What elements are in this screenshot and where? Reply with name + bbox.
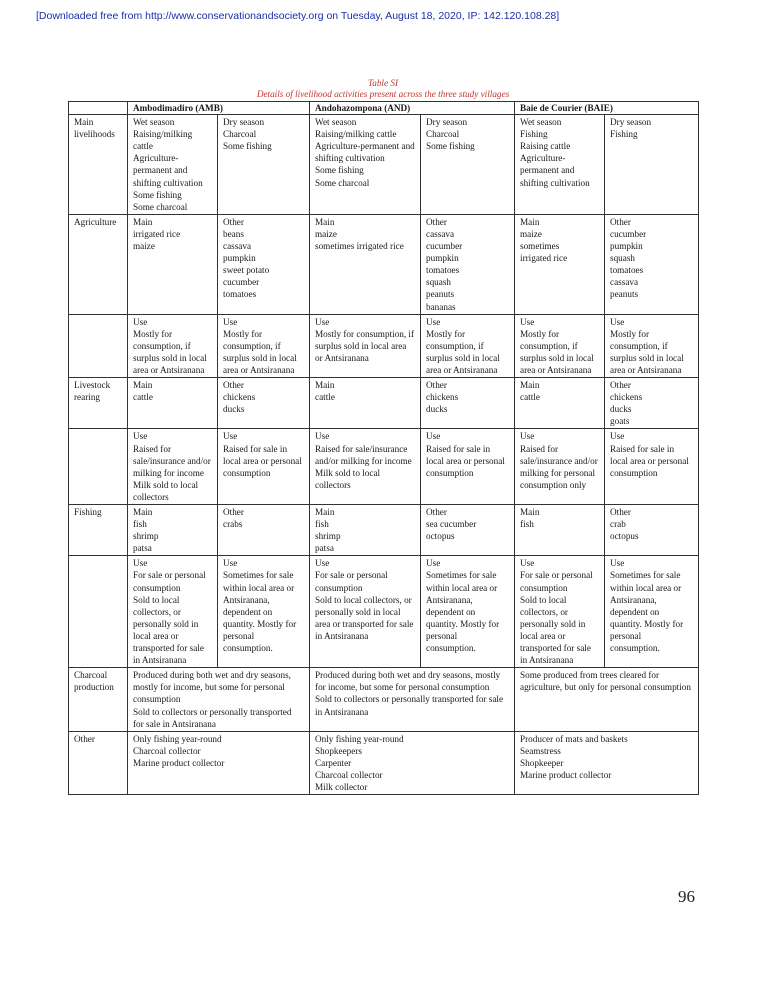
table-cell: Producer of mats and baskets Seamstress Shopkeeper Marine product collector: [515, 731, 699, 794]
table-cell: Use Raised for sale in local area or personal consumption: [218, 429, 310, 505]
table-cell: Main fish shrimp patsa: [310, 505, 421, 556]
row-livestock: [69, 378, 699, 429]
table-cell: Other chickens ducks: [218, 378, 310, 429]
table-cell: Other chickens ducks: [421, 378, 515, 429]
table-cell: Dry season Charcoal Some fishing: [218, 115, 310, 215]
table-cell: Use Mostly for consumption, if surplus sold in local area or Antsiranana: [218, 314, 310, 377]
table-cell: Main fish shrimp patsa: [128, 505, 218, 556]
download-banner: [Downloaded free from http://www.conservationandsociety.org on Tuesday, August 18, 2020, IP: 142.120.108.28]: [36, 10, 560, 22]
row-label-other: Other: [69, 731, 128, 794]
row-main-livelihoods: [69, 115, 699, 215]
table-cell: Main cattle: [515, 378, 605, 429]
header-empty: [69, 102, 128, 115]
table-cell: Other sea cucumber octopus: [421, 505, 515, 556]
table-label: Table SI: [367, 78, 399, 88]
row-label-fishing: Fishing: [69, 505, 128, 556]
table-cell: Main cattle: [310, 378, 421, 429]
table-cell: Main fish: [515, 505, 605, 556]
table-cell: Other cassava cucumber pumpkin tomatoes squash peanuts bananas: [421, 214, 515, 314]
table-cell: Other crab octopus: [605, 505, 699, 556]
table-cell: Main irrigated rice maize: [128, 214, 218, 314]
table-cell: Use Mostly for consumption, if surplus sold in local area or Antsiranana: [421, 314, 515, 377]
table-cell: Use Mostly for consumption, if surplus sold in local area or Antsiranana: [128, 314, 218, 377]
row-fishing: [69, 505, 699, 556]
table-cell: Other crabs: [218, 505, 310, 556]
row-agriculture-use: [69, 314, 699, 377]
table-header-row: [69, 102, 699, 115]
table-cell: Only fishing year-round Charcoal collector Marine product collector: [128, 731, 310, 794]
table-cell: Use Raised for sale in local area or personal consumption: [421, 429, 515, 505]
table-cell: Main cattle: [128, 378, 218, 429]
table-cell: Produced during both wet and dry seasons, mostly for income, but some for personal consumption Sold to collectors or personally transported for sale in Antsiranana: [128, 668, 310, 731]
table-cell: Use Mostly for consumption, if surplus sold in local area or Antsiranana: [605, 314, 699, 377]
table-cell: Use Mostly for consumption, if surplus sold in local area or Antsiranana: [515, 314, 605, 377]
table-cell: Use Sometimes for sale within local area or Antsiranana, dependent on quantity. Mostly for personal consumption.: [605, 556, 699, 668]
row-label-charcoal: Charcoal production: [69, 668, 128, 731]
table-cell: Use Raised for sale/insurance and/or milking for income Milk sold to local collectors: [128, 429, 218, 505]
table-cell: Produced during both wet and dry seasons, mostly for income, but some for personal consumption Sold to collectors or personally transported for sale in Antsiranana: [310, 668, 515, 731]
row-label-livestock: Livestock rearing: [69, 378, 128, 429]
table-cell: Use Raised for sale/insurance and/or milking for income Milk sold to local collectors: [310, 429, 421, 505]
row-label-empty: [69, 556, 128, 668]
table-cell: Use Raised for sale/insurance and/or milking for personal consumption only: [515, 429, 605, 505]
row-label-agriculture: Agriculture: [69, 214, 128, 314]
table-cell: Only fishing year-round Shopkeepers Carpenter Charcoal collector Milk collector: [310, 731, 515, 794]
table-cell: Dry season Charcoal Some fishing: [421, 115, 515, 215]
row-label-main-livelihoods: Main livelihoods: [69, 115, 128, 215]
page-number: 96: [678, 887, 695, 906]
table-cell: Dry season Fishing: [605, 115, 699, 215]
table-cell: Use Raised for sale in local area or personal consumption: [605, 429, 699, 505]
table-cell: Use Mostly for consumption, if surplus sold in local area or Antsiranana: [310, 314, 421, 377]
table-cell: Use For sale or personal consumption Sold to local collectors, or personally sold in local area or transported for sale in Antsiranana: [515, 556, 605, 668]
table-cell: Use Sometimes for sale within local area or Antsiranana, dependent on quantity. Mostly for personal consumption.: [421, 556, 515, 668]
table-cell: Wet season Raising/milking cattle Agriculture-permanent and shifting cultivation Some fishing Some charcoal: [310, 115, 421, 215]
table-cell: Some produced from trees cleared for agriculture, but only for personal consumption: [515, 668, 699, 731]
table-cell: Wet season Raising/milking cattle Agriculture-permanent and shifting cultivation Some fishing Some charcoal: [128, 115, 218, 215]
table-cell: Wet season Fishing Raising cattle Agriculture-permanent and shifting cultivation: [515, 115, 605, 215]
table-cell: Other cucumber pumpkin squash tomatoes cassava peanuts: [605, 214, 699, 314]
table-cell: Main maize sometimes irrigated rice: [310, 214, 421, 314]
row-agriculture: [69, 214, 699, 314]
header-village-amb: Ambodimadiro (AMB): [128, 102, 310, 115]
header-village-baie: Baie de Courier (BAIE): [515, 102, 699, 115]
header-village-and: Andohazompona (AND): [310, 102, 515, 115]
row-charcoal: [69, 668, 699, 731]
row-fishing-use: [69, 556, 699, 668]
table-title: Details of livelihood activities present across the three study villages: [256, 89, 510, 99]
livelihood-table: [68, 101, 699, 795]
table-cell: Other beans cassava pumpkin sweet potato cucumber tomatoes: [218, 214, 310, 314]
table-cell: Use Sometimes for sale within local area or Antsiranana, dependent on quantity. Mostly for personal consumption.: [218, 556, 310, 668]
table-cell: Use For sale or personal consumption Sold to local collectors, or personally sold in local area or transported for sale in Antsiranana: [310, 556, 421, 668]
row-other: [69, 731, 699, 794]
table-cell: Use For sale or personal consumption Sold to local collectors, or personally sold in local area or transported for sale in Antsiranana: [128, 556, 218, 668]
row-livestock-use: [69, 429, 699, 505]
table-cell: Main maize sometimes irrigated rice: [515, 214, 605, 314]
row-label-empty: [69, 314, 128, 377]
row-label-empty: [69, 429, 128, 505]
table-cell: Other chickens ducks goats: [605, 378, 699, 429]
